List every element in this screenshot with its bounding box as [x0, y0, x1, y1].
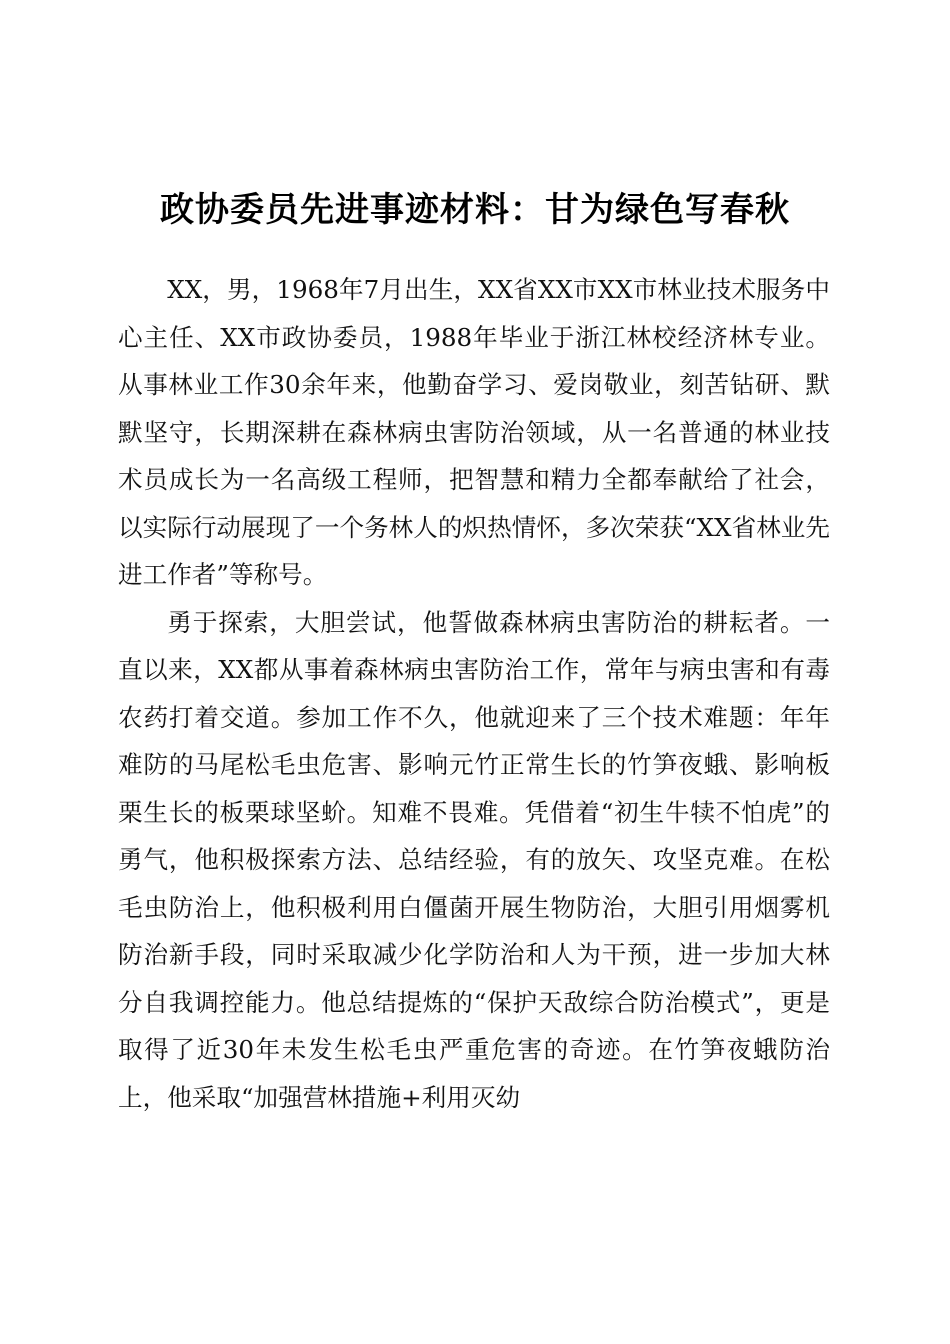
- paragraph-1: XX，男，1968年7月出生，XX省XX市XX市林业技术服务中心主任、XX市政协委员，1988年毕业于浙江林校经济林专业。从事林业工作30余年来，他勤奋学习、爱岗敬业，刻苦钻研、默默坚守，长期深耕在森林病虫害防治领域，从一名普通的林业技术员成长为一名高级工程师，把智慧和精力全都奉献给了社会，以实际行动展现了一个务林人的炽热情怀，多次荣获“XX省林业先进工作者”等称号。: [118, 275, 830, 589]
- document-title: 政协委员先进事迹材料：甘为绿色写春秋: [160, 190, 790, 230]
- paragraph-2: 勇于探索，大胆尝试，他誓做森林病虫害防治的耕耘者。一直以来，XX都从事着森林病虫害防治工作，常年与病虫害和有毒农药打着交道。参加工作不久，他就迎来了三个技术难题：年年难防的马尾松毛虫危害、影响元竹正常生长的竹笋夜蛾、影响板栗生长的板栗球坚蚧。知难不畏难。凭借着“初生牛犊不怕虎”的勇气，他积极探索方法、总结经验，有的放矢、攻坚克难。在松毛虫防治上，他积极利用白僵菌开展生物防治，大胆引用烟雾机防治新手段，同时采取减少化学防治和人为干预，进一步加大林分自我调控能力。他总结提炼的“保护天敌综合防治模式”，更是取得了近30年未发生松毛虫严重危害的奇迹。在竹笋夜蛾防治上，他采取“加强营林措施+利用灭幼: [118, 607, 830, 1112]
- document-body: [118, 266, 830, 1121]
